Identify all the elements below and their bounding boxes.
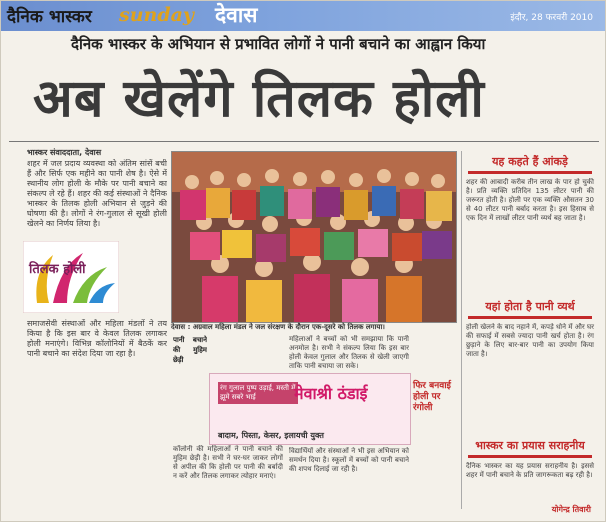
ad-verse: रंग गुलाल पुष्प उड़ाई, मस्ती में झूमे सबरे भाई — [218, 382, 298, 404]
article-column-1 — [27, 159, 167, 239]
subheadline: दैनिक भास्कर के अभियान से प्रभावित लोगों ने पानी बचाने का आह्वान किया — [71, 35, 486, 53]
column-heading: पानी बचाने की मुहिम छेड़ी — [173, 336, 207, 364]
logo-text: तिलक होली — [29, 262, 86, 277]
highlight-box: फिर बनवाई होली पर रंगोली — [413, 381, 451, 413]
masthead — [1, 1, 606, 31]
ad-subtitle: बादाम, पिस्ता, केसर, इलायची युक्त — [218, 431, 324, 440]
divider — [9, 141, 599, 142]
dateline: इंदौर, 28 फरवरी 2010 — [510, 13, 593, 23]
signature: योगेन्द्र तिवारी — [551, 505, 591, 514]
brand-name: दैनिक भास्कर — [7, 7, 92, 27]
article-column-3 — [289, 335, 409, 371]
article-column-4 — [289, 447, 409, 509]
article-paragraph: समाजसेवी संस्थाओं और महिला मंडलों ने तय किया है कि इस बार वे केवल तिलक लगाकर होली मनाएंगे। विभिन्न कॉलोनियों में बैठकें कर पानी बचाने का संदेश दिया जा रहा है। — [27, 319, 167, 358]
article-column-2-text — [173, 445, 283, 509]
tilak-holi-logo — [23, 241, 119, 313]
sidebar-bar — [468, 455, 592, 458]
article-paragraph: महिलाओं ने बच्चों को भी समझाया कि पानी अनमोल है। सभी ने संकल्प लिया कि इस बार होली केवल गुलाल और तिलक से खेली जाएगी ताकि पानी बचाया जा सके। — [289, 335, 409, 370]
ad-title: मेवाश्री ठंडाई — [294, 384, 368, 403]
article-paragraph: शहर में जल प्रदाय व्यवस्था को अंतिम सांसें बची हैं और सिर्फ एक महीने का पानी शेष है। ऐसे में स्थानीय लोग होली के मौके पर पानी बचाने का संकल्प ले रहे हैं। शहर की कई संस्थाओं ने दैनिक भास्कर के तिलक होली अभियान से जुड़ने की घोषणा की है। लोगों ने रंग-गुलाल से सूखी होली खेलने का निर्णय लिया है। — [27, 159, 167, 228]
sidebar-title-praise: भास्कर का प्रयास सराहनीय — [475, 439, 585, 452]
sidebar-title-waste: यहां होता है पानी व्यर्थ — [485, 300, 575, 313]
group-photo-image — [172, 152, 456, 322]
sidebar-text-stats: शहर की आबादी करीब तीन लाख के पार हो चुकी है। प्रति व्यक्ति प्रतिदिन 135 लीटर पानी की जरूरत होती है। होली पर एक व्यक्ति औसतन 30 से 40 लीटर पानी बर्बाद करता है। इस हिसाब से एक दिन में लाखों लीटर पानी व्यर्थ बह जाता है। — [466, 178, 594, 222]
sidebar — [461, 151, 598, 509]
city-name: देवास — [215, 3, 258, 27]
sidebar-bar — [468, 316, 592, 319]
article-paragraph: विद्यार्थियों और संस्थाओं ने भी इस अभियान को समर्थन दिया है। स्कूलों में बच्चों को पानी बचाने की शपथ दिलाई जा रही है। — [289, 447, 409, 473]
sidebar-text-praise: दैनिक भास्कर का यह प्रयास सराहनीय है। इससे शहर में पानी बचाने के प्रति जागरूकता बढ़ रही है। — [466, 462, 594, 479]
edition-name: sunday — [119, 4, 194, 26]
event-photo — [171, 151, 457, 323]
tilak-logo-icon — [23, 241, 119, 313]
article-column-1b — [27, 319, 167, 509]
sidebar-text-waste: होली खेलने के बाद नहाने में, कपड़े धोने में और घर की सफाई में सबसे ज्यादा पानी खर्च होता है। रंग छुड़ाने के लिए बार-बार पानी का उपयोग किया जाता है। — [466, 323, 594, 358]
article-paragraph: कॉलोनी की महिलाओं ने पानी बचाने की मुहिम छेड़ी है। सभी ने घर-घर जाकर लोगों से अपील की कि होली पर पानी की बर्बादी न करें और तिलक लगाकर त्योहार मनाएं। — [173, 445, 283, 480]
photo-caption: देवास : अग्रवाल महिला मंडल ने जल संरक्षण के दौरान एक-दूसरे को तिलक लगाया। — [171, 323, 385, 331]
byline: भास्कर संवाददाता, देवास — [27, 148, 102, 157]
sidebar-title-stats: यह कहते हैं आंकड़े — [492, 155, 568, 168]
thandai-advertisement — [209, 373, 411, 445]
sidebar-bar — [468, 171, 592, 174]
headline: अब खेलेंगे तिलक होली — [33, 69, 485, 129]
